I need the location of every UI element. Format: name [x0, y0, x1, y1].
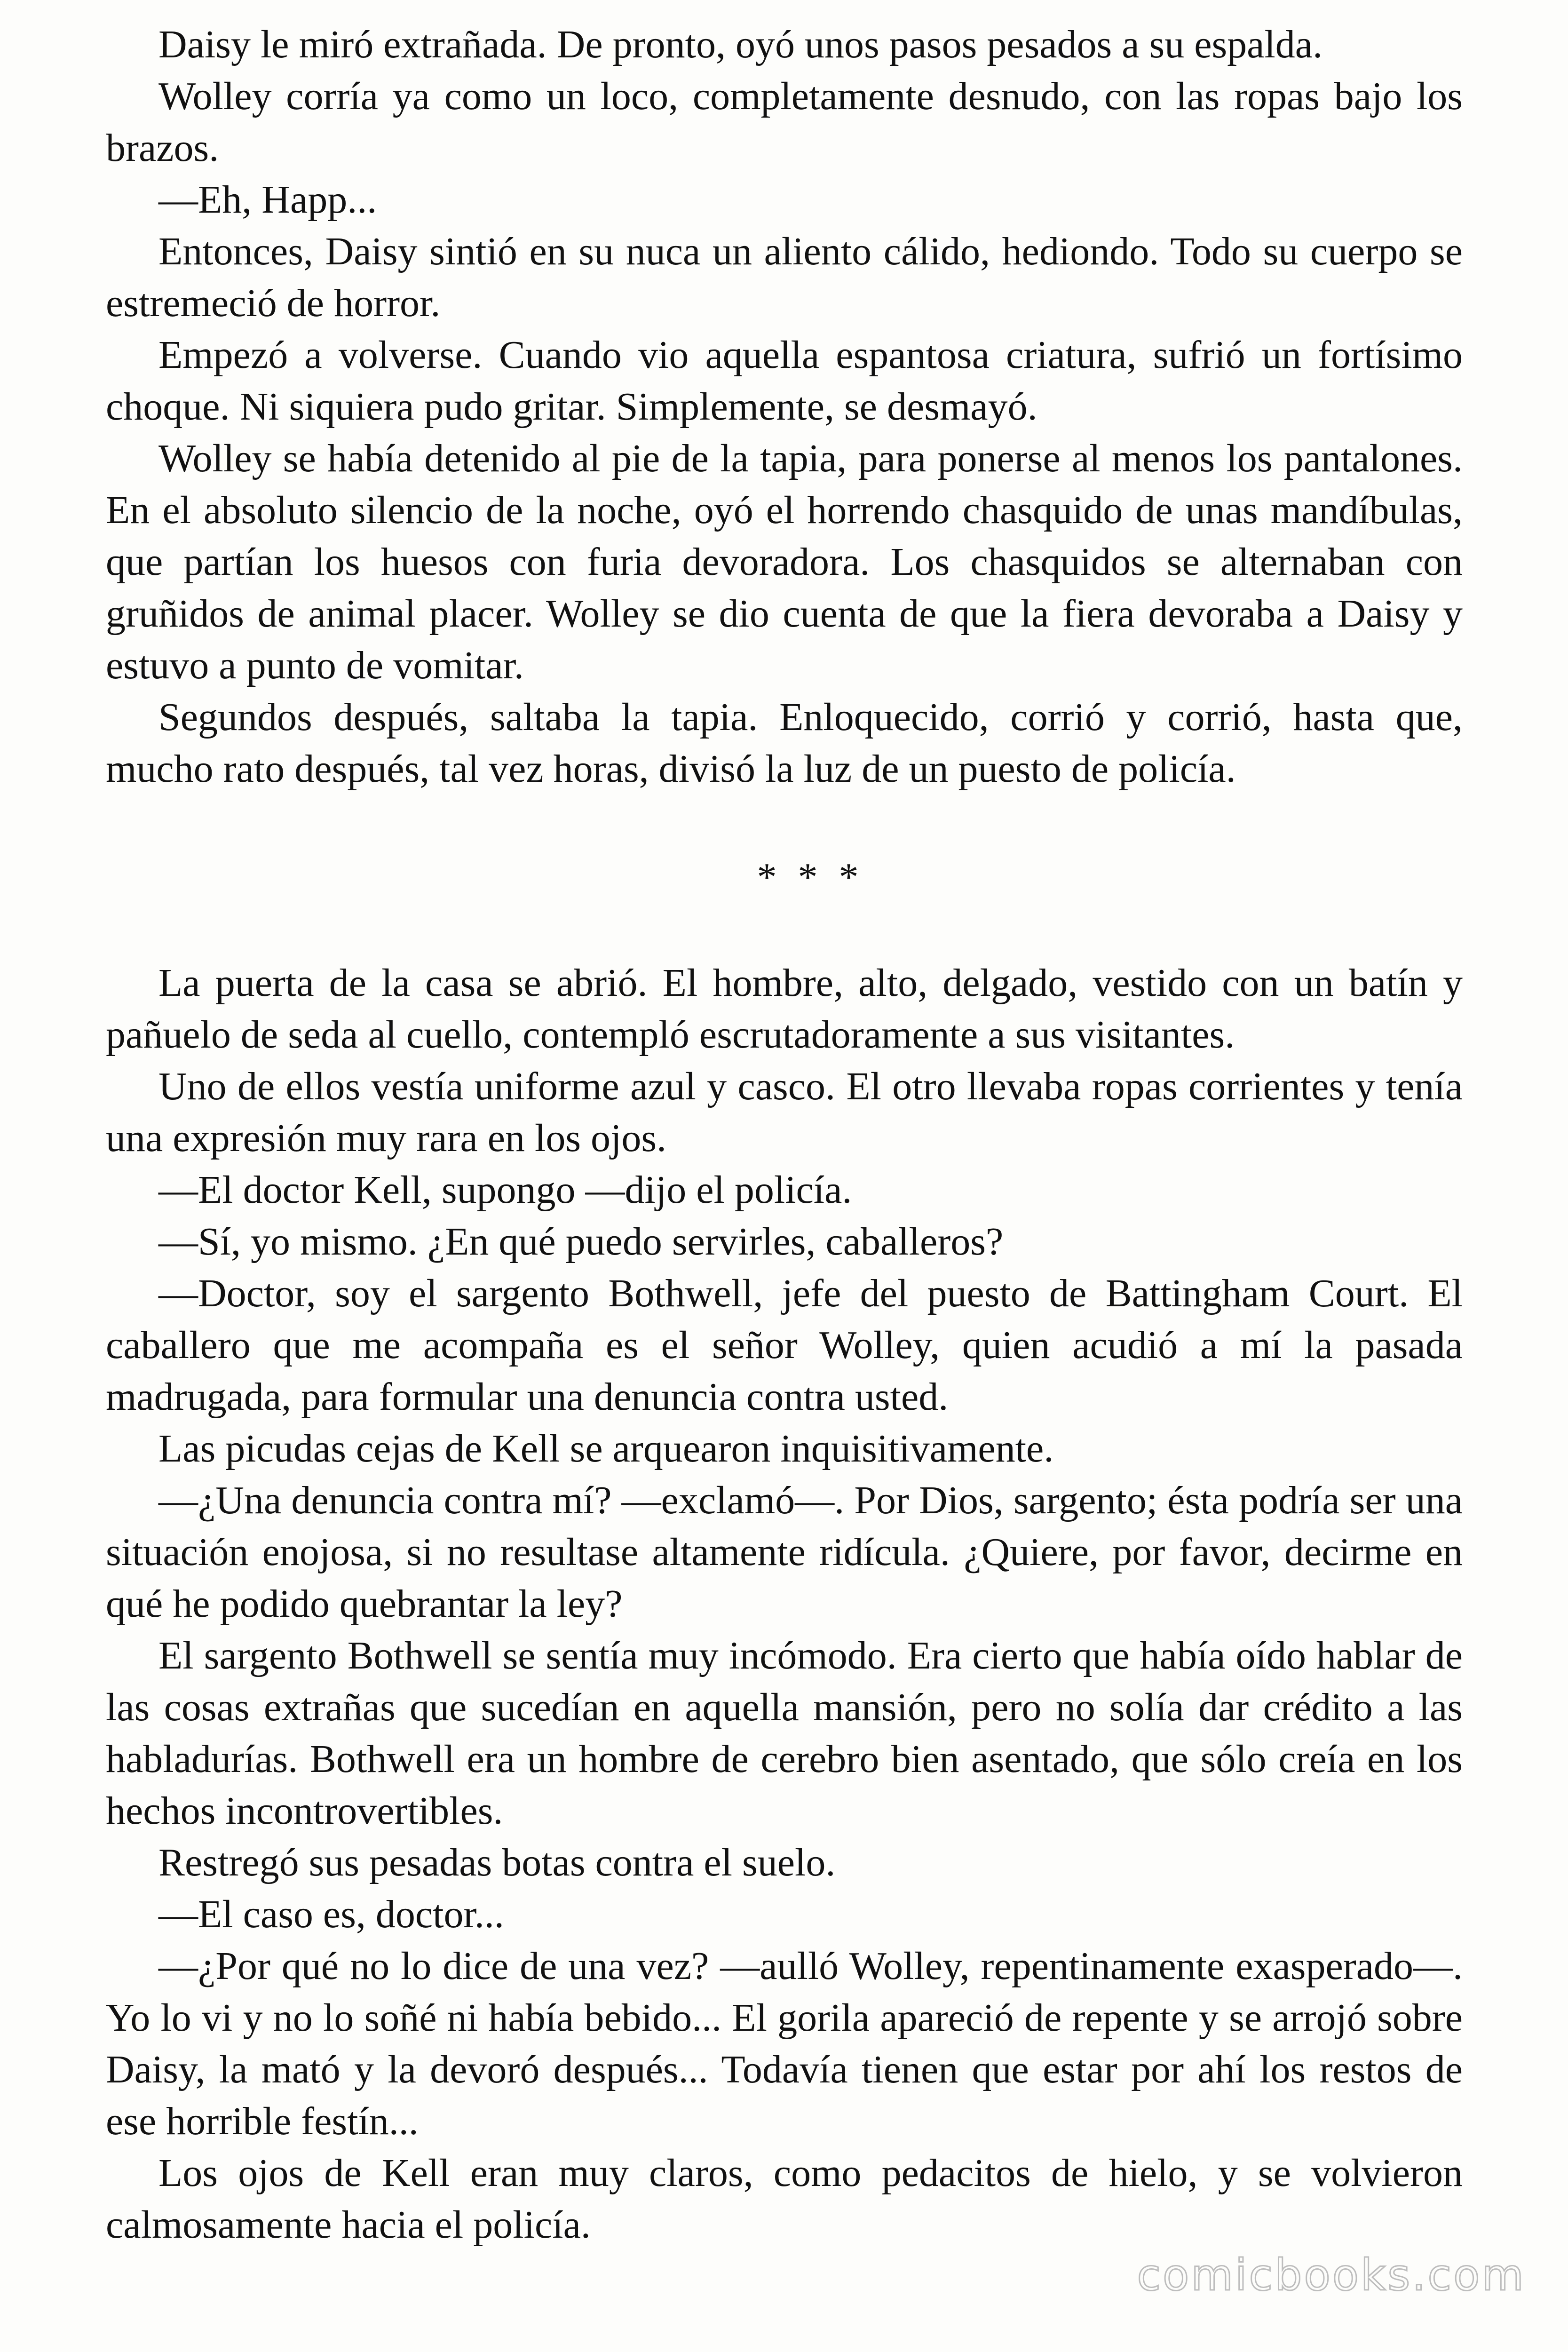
paragraph: Uno de ellos vestía uniforme azul y casco. El otro llevaba ropas corrientes y tenía una expresión muy rara en los ojos.: [106, 1065, 1463, 1160]
paragraph: —Eh, Happ...: [158, 178, 377, 222]
watermark-logo: comicbooks.com: [1137, 2250, 1526, 2300]
paragraph: Wolley corría ya como un loco, completamente desnudo, con las ropas bajo los brazos.: [106, 74, 1463, 170]
paragraph: —El doctor Kell, supongo —dijo el policía.: [158, 1168, 852, 1212]
paragraph: —¿Una denuncia contra mí? —exclamó—. Por Dios, sargento; ésta podría ser una situación enojosa, si no resultase altamente ridícula. ¿Quiere, por favor, decirme en qué he podido quebrantar la ley?: [106, 1478, 1463, 1626]
page-text: [106, 19, 1463, 2251]
paragraph: Entonces, Daisy sintió en su nuca un aliento cálido, hediondo. Todo su cuerpo se estremeció de horror.: [106, 230, 1463, 325]
paragraph: —Sí, yo mismo. ¿En qué puedo servirles, caballeros?: [158, 1220, 1004, 1263]
paragraph: —¿Por qué no lo dice de una vez? —aulló Wolley, repentinamente exasperado—. Yo lo vi y no lo soñé ni había bebido... El gorila apareció de repente y se arrojó sobre Daisy, la mató y la devoró después... Todavía tienen que estar por ahí los restos de ese horrible festín...: [106, 1944, 1463, 2143]
paragraph: Restregó sus pesadas botas contra el suelo.: [158, 1841, 836, 1884]
section-separator: * * *: [757, 855, 864, 899]
paragraph: Empezó a volverse. Cuando vio aquella espantosa criatura, sufrió un fortísimo choque. Ni siquiera pudo gritar. Simplemente, se desmayó.: [106, 333, 1463, 429]
paragraph: Las picudas cejas de Kell se arquearon inquisitivamente.: [158, 1427, 1054, 1470]
paragraph: Segundos después, saltaba la tapia. Enloquecido, corrió y corrió, hasta que, mucho rato después, tal vez horas, divisó la luz de un puesto de policía.: [106, 695, 1463, 791]
paragraph: Los ojos de Kell eran muy claros, como pedacitos de hielo, y se volvieron calmosamente hacia el policía.: [106, 2151, 1463, 2247]
paragraph: Wolley se había detenido al pie de la tapia, para ponerse al menos los pantalones. En el absoluto silencio de la noche, oyó el horrendo chasquido de unas mandíbulas, que partían los huesos con furia devoradora. Los chasquidos se alternaban con gruñidos de animal placer. Wolley se dio cuenta de que la fiera devoraba a Daisy y estuvo a punto de vomitar.: [106, 437, 1463, 687]
paragraph: La puerta de la casa se abrió. El hombre, alto, delgado, vestido con un batín y pañuelo de seda al cuello, contempló escrutadoramente a sus visitantes.: [106, 961, 1463, 1057]
paragraph: —El caso es, doctor...: [158, 1892, 504, 1936]
paragraph: El sargento Bothwell se sentía muy incómodo. Era cierto que había oído hablar de las cosas extrañas que sucedían en aquella mansión, pero no solía dar crédito a las habladurías. Bothwell era un hombre de cerebro bien asentado, que sólo creía en los hechos incontrovertibles.: [106, 1634, 1463, 1833]
paragraph: Daisy le miró extrañada. De pronto, oyó unos pasos pesados a su espalda.: [158, 23, 1323, 66]
paragraph: —Doctor, soy el sargento Bothwell, jefe del puesto de Battingham Court. El caballero que me acompaña es el señor Wolley, quien acudió a mí la pasada madrugada, para formular una denuncia contra usted.: [106, 1271, 1463, 1419]
